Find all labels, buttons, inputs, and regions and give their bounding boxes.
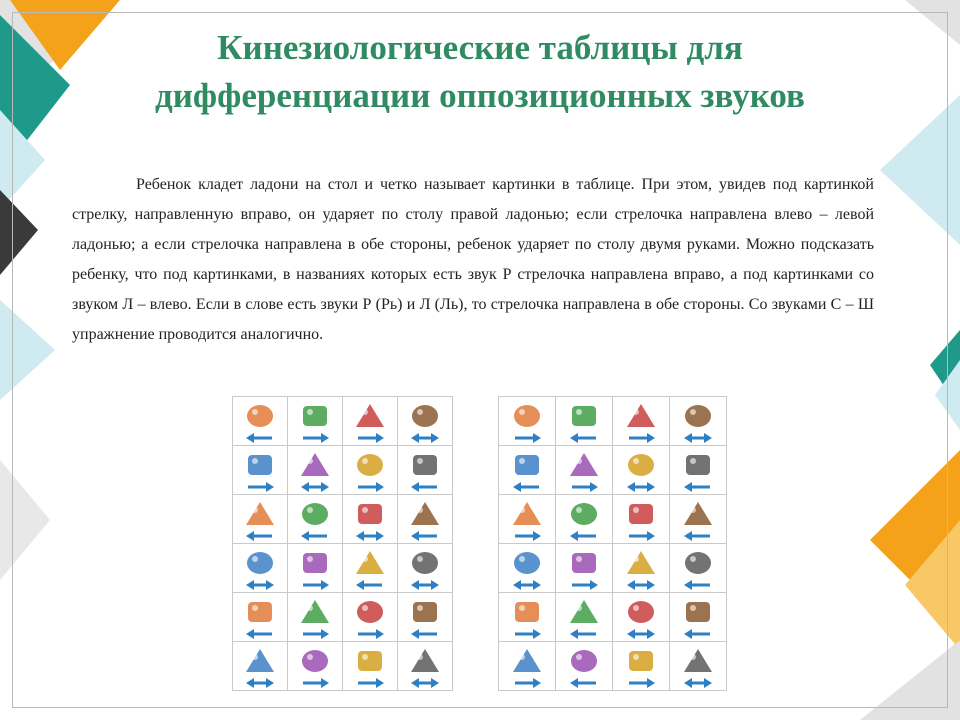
picture-cell <box>613 495 670 544</box>
bucket-icon <box>295 499 335 529</box>
spoons-icon <box>405 499 445 529</box>
pretzels-icon <box>678 401 718 431</box>
pear-icon <box>240 450 280 480</box>
arrow-both-icon <box>684 678 712 688</box>
arrow-left-icon <box>411 482 439 492</box>
bag-icon <box>621 401 661 431</box>
fox-icon <box>621 597 661 627</box>
picture-cell <box>670 642 727 691</box>
arrow-right-icon <box>513 531 541 541</box>
picture-cell <box>670 446 727 495</box>
arrow-left-icon <box>513 482 541 492</box>
kinesiology-table-left <box>232 396 453 691</box>
arrow-both-icon <box>411 580 439 590</box>
arrow-left-icon <box>246 531 274 541</box>
picture-cell <box>343 397 398 446</box>
picture-cell <box>288 642 343 691</box>
nail-polish-icon <box>405 597 445 627</box>
picture-cell <box>398 642 453 691</box>
picture-cell <box>398 544 453 593</box>
arrow-both-icon <box>301 482 329 492</box>
table-row <box>233 642 453 691</box>
arrow-right-icon <box>570 482 598 492</box>
arrow-right-icon <box>246 482 274 492</box>
picture-cell <box>288 397 343 446</box>
page-title: Кинезиологические таблицы для дифференциации оппозиционных звуков <box>155 28 805 115</box>
table-row <box>499 593 727 642</box>
rocket-icon <box>295 646 335 676</box>
picture-cell <box>233 593 288 642</box>
picture-cell <box>288 593 343 642</box>
bunny-ears-icon <box>678 450 718 480</box>
picture-cell <box>613 642 670 691</box>
picture-cell <box>398 397 453 446</box>
picture-cell <box>288 446 343 495</box>
picture-cell <box>343 495 398 544</box>
arrow-left-icon <box>570 678 598 688</box>
arrow-left-icon <box>411 531 439 541</box>
picture-cell <box>233 642 288 691</box>
chair-icon <box>621 646 661 676</box>
picture-cell <box>343 544 398 593</box>
picture-cell <box>288 544 343 593</box>
arrow-left-icon <box>684 580 712 590</box>
table-row <box>499 446 727 495</box>
picture-cell <box>670 397 727 446</box>
arrow-both-icon <box>411 678 439 688</box>
paints-icon <box>295 548 335 578</box>
instruction-paragraph <box>72 170 874 350</box>
table-row <box>499 544 727 593</box>
hat-icon <box>564 401 604 431</box>
picture-cell <box>499 544 556 593</box>
table-row <box>499 397 727 446</box>
picture-cell <box>343 446 398 495</box>
table-row <box>233 397 453 446</box>
lamp-icon <box>240 597 280 627</box>
antlers-icon <box>405 548 445 578</box>
cat-icon <box>507 597 547 627</box>
table-row <box>499 495 727 544</box>
arrow-right-icon <box>570 580 598 590</box>
lobster-icon <box>405 646 445 676</box>
arrow-right-icon <box>301 678 329 688</box>
picture-cell <box>670 544 727 593</box>
arrow-right-icon <box>356 482 384 492</box>
sled-icon <box>507 401 547 431</box>
picture-cell <box>499 446 556 495</box>
table-row <box>233 593 453 642</box>
arrow-right-icon <box>513 629 541 639</box>
steering-wheel-icon <box>405 401 445 431</box>
picture-cell <box>556 397 613 446</box>
arrow-right-icon <box>356 433 384 443</box>
table-row <box>233 446 453 495</box>
arrow-right-icon <box>301 629 329 639</box>
picture-cell <box>499 495 556 544</box>
table-icon <box>240 499 280 529</box>
arrow-both-icon <box>684 433 712 443</box>
sausages-icon <box>564 499 604 529</box>
kinesiology-table-right <box>498 396 727 691</box>
arrow-right-icon <box>301 580 329 590</box>
arrow-left-icon <box>356 580 384 590</box>
sushi-icon <box>621 450 661 480</box>
instruction-text: Ребенок кладет ладони на стол и четко называет картинки в таблице. При этом, увидев под картинкой стрелку, направленную вправо, он ударяет по столу правой ладонью; если стрелочка направлена влево – левой ладонью; а если стрелочка направлена в обе стороны, ребенок ударяет по столу двумя руками. Можно подсказать ребенку, что под картинками, в названиях которых есть звук Р стрелочка направлена вправо, а под картинками со звуком Л – влево. Если в слове есть звуки Р (Рь) и Л (Ль), то стрелочка направлена в обе стороны. Со звуками С – Ш упражнение проводится аналогично. <box>72 176 874 343</box>
table-row <box>233 495 453 544</box>
arrow-left-icon <box>570 531 598 541</box>
arrow-both-icon <box>411 433 439 443</box>
arrow-left-icon <box>246 629 274 639</box>
picture-cell <box>670 593 727 642</box>
armchair-icon <box>295 597 335 627</box>
picture-cell <box>233 495 288 544</box>
dress-icon <box>350 646 390 676</box>
rose-icon <box>350 450 390 480</box>
picture-cell <box>556 642 613 691</box>
beet-icon <box>295 450 335 480</box>
picture-cell <box>613 593 670 642</box>
onion-icon <box>240 401 280 431</box>
arrow-right-icon <box>513 433 541 443</box>
peas-icon <box>295 401 335 431</box>
table-row <box>499 642 727 691</box>
arrow-left-icon <box>684 482 712 492</box>
arrow-left-icon <box>411 629 439 639</box>
helmet-icon <box>678 499 718 529</box>
picture-cell <box>556 495 613 544</box>
elephant-icon <box>564 597 604 627</box>
plate-icon <box>350 499 390 529</box>
picture-cell <box>499 642 556 691</box>
arrow-both-icon <box>246 678 274 688</box>
sack-icon <box>678 597 718 627</box>
arrow-both-icon <box>627 580 655 590</box>
puck-icon <box>564 646 604 676</box>
picture-cell <box>398 446 453 495</box>
pinecone-icon <box>507 450 547 480</box>
coin-icon <box>405 450 445 480</box>
picture-cell <box>343 642 398 691</box>
cannon-icon <box>507 646 547 676</box>
picture-cell <box>343 593 398 642</box>
arrow-left-icon <box>570 433 598 443</box>
picture-cell <box>613 397 670 446</box>
arrow-right-icon <box>356 629 384 639</box>
mask-icon <box>621 548 661 578</box>
picture-cell <box>233 544 288 593</box>
sock-icon <box>678 646 718 676</box>
guitar-icon <box>350 401 390 431</box>
arrow-both-icon <box>356 531 384 541</box>
picture-cell <box>288 495 343 544</box>
necklace-icon <box>507 548 547 578</box>
mug-icon <box>350 597 390 627</box>
airplane-icon <box>240 548 280 578</box>
juice-icon <box>507 499 547 529</box>
arrow-right-icon <box>627 678 655 688</box>
arrow-both-icon <box>513 580 541 590</box>
arrow-left-icon <box>684 531 712 541</box>
arrow-left-icon <box>570 629 598 639</box>
picture-cell <box>398 495 453 544</box>
picture-cell <box>556 593 613 642</box>
picture-cell <box>556 446 613 495</box>
arrow-right-icon <box>627 433 655 443</box>
arrow-right-icon <box>513 678 541 688</box>
arrow-both-icon <box>246 580 274 590</box>
picture-cell <box>613 446 670 495</box>
faucet-icon <box>240 646 280 676</box>
pacifier-icon <box>564 450 604 480</box>
flower-icon <box>678 548 718 578</box>
red-hat-icon <box>621 499 661 529</box>
boat-icon <box>350 548 390 578</box>
arrow-left-icon <box>301 531 329 541</box>
picture-cell <box>233 397 288 446</box>
picture-cell <box>670 495 727 544</box>
arrow-both-icon <box>627 482 655 492</box>
table-row <box>233 544 453 593</box>
arrow-both-icon <box>627 629 655 639</box>
arrow-right-icon <box>301 433 329 443</box>
picture-cell <box>556 544 613 593</box>
arrow-left-icon <box>684 629 712 639</box>
picture-cell <box>398 593 453 642</box>
picture-cell <box>233 446 288 495</box>
picture-cell <box>499 593 556 642</box>
picture-cell <box>499 397 556 446</box>
picture-cell <box>613 544 670 593</box>
arrow-left-icon <box>246 433 274 443</box>
cherries-icon <box>564 548 604 578</box>
arrow-right-icon <box>627 531 655 541</box>
arrow-right-icon <box>356 678 384 688</box>
